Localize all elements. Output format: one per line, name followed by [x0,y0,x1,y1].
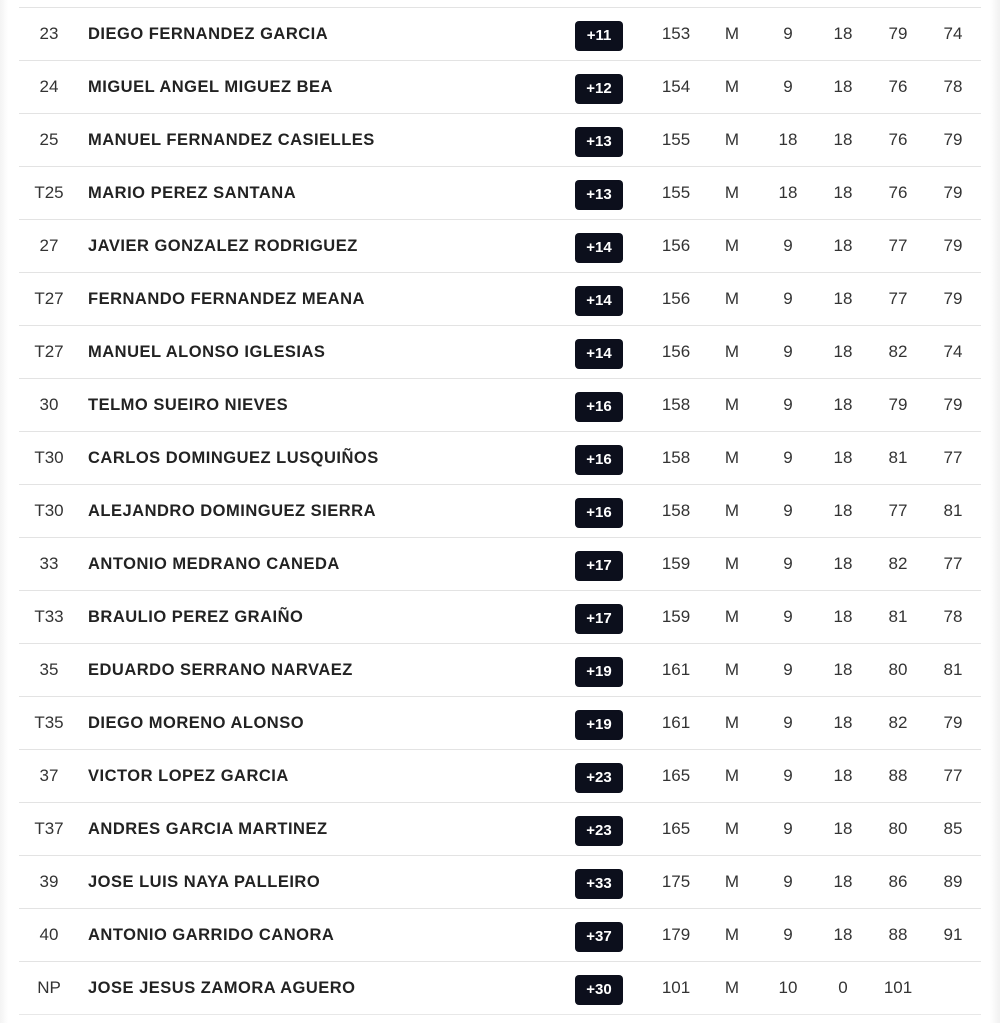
to-par-cell [575,220,623,272]
position-cell: T30 [34,501,64,520]
holes-round-cell: 18 [833,130,853,149]
leaderboard-row[interactable] [19,273,981,326]
to-par-badge: +17 [575,551,623,581]
leaderboard-row[interactable] [19,220,981,273]
position-cell: T25 [34,183,64,202]
to-par-badge: +37 [575,922,623,952]
to-par-cell [575,61,623,113]
to-par-badge: +17 [575,604,623,634]
to-par-cell [575,326,623,378]
to-par-cell [575,644,623,696]
to-par-badge: +11 [575,21,623,51]
player-name[interactable]: MANUEL FERNANDEZ CASIELLES [88,131,375,149]
position-cell: 27 [39,236,59,255]
position-cell: 25 [39,130,59,149]
round-2-score-cell: 81 [943,660,963,679]
to-par-badge: +14 [575,339,623,369]
gender-cell: M [724,77,740,96]
to-par-badge: +30 [575,975,623,1005]
round-1-score-cell: 76 [888,130,908,149]
round-1-score-cell: 79 [888,395,908,414]
leaderboard-row[interactable] [19,856,981,909]
gender-cell: M [724,130,740,149]
round-1-score-cell: 80 [888,660,908,679]
to-par-badge: +23 [575,816,623,846]
total-score-cell: 175 [661,872,691,891]
leaderboard-row[interactable] [19,114,981,167]
holes-round-cell: 18 [833,448,853,467]
leaderboard-row[interactable] [19,803,981,856]
gender-cell: M [724,872,740,891]
to-par-badge: +14 [575,286,623,316]
gender-cell: M [724,342,740,361]
holes-played-cell: 9 [783,925,793,944]
total-score-cell: 153 [661,24,691,43]
player-name[interactable]: ALEJANDRO DOMINGUEZ SIERRA [88,502,377,520]
position-cell: 40 [39,925,59,944]
position-cell: T35 [34,713,64,732]
holes-played-cell: 10 [778,978,798,997]
holes-played-cell: 9 [783,713,793,732]
round-1-score-cell: 82 [888,342,908,361]
gender-cell: M [724,289,740,308]
to-par-badge: +16 [575,498,623,528]
player-name[interactable]: ANTONIO GARRIDO CANORA [88,926,335,944]
gender-cell: M [724,236,740,255]
player-name[interactable]: ANDRES GARCIA MARTINEZ [88,820,328,838]
total-score-cell: 156 [661,289,691,308]
player-name[interactable]: MARIO PEREZ SANTANA [88,184,297,202]
player-name[interactable]: TELMO SUEIRO NIEVES [88,396,289,414]
leaderboard-row[interactable] [19,697,981,750]
total-score-cell: 161 [661,713,691,732]
gender-cell: M [724,448,740,467]
to-par-cell [575,485,623,537]
leaderboard-table [19,7,981,1015]
position-cell: T27 [34,289,64,308]
round-2-score-cell: 74 [943,24,963,43]
holes-round-cell: 18 [833,395,853,414]
to-par-cell [575,856,623,908]
round-2-score-cell: 79 [943,183,963,202]
round-2-score-cell: 79 [943,289,963,308]
holes-round-cell: 18 [833,501,853,520]
to-par-cell [575,432,623,484]
total-score-cell: 156 [661,236,691,255]
round-1-score-cell: 81 [888,607,908,626]
player-name[interactable]: MANUEL ALONSO IGLESIAS [88,343,326,361]
to-par-badge: +16 [575,392,623,422]
round-2-score-cell: 85 [943,819,963,838]
to-par-badge: +19 [575,657,623,687]
gender-cell: M [724,660,740,679]
total-score-cell: 179 [661,925,691,944]
to-par-badge: +13 [575,127,623,157]
round-2-score-cell: 79 [943,236,963,255]
left-shadow-edge [0,0,8,1023]
total-score-cell: 165 [661,819,691,838]
leaderboard-row[interactable] [19,379,981,432]
leaderboard-row[interactable] [19,326,981,379]
gender-cell: M [724,607,740,626]
leaderboard-row[interactable] [19,591,981,644]
gender-cell: M [724,183,740,202]
holes-round-cell: 18 [833,342,853,361]
holes-played-cell: 9 [783,872,793,891]
position-cell: T37 [34,819,64,838]
gender-cell: M [724,713,740,732]
leaderboard-row[interactable] [19,8,981,61]
to-par-cell [575,909,623,961]
holes-played-cell: 9 [783,448,793,467]
holes-round-cell: 18 [833,660,853,679]
round-2-score-cell: 81 [943,501,963,520]
round-2-score-cell: 89 [943,872,963,891]
round-2-score-cell: 79 [943,395,963,414]
position-cell: T33 [34,607,64,626]
to-par-badge: +19 [575,710,623,740]
position-cell: T30 [34,448,64,467]
total-score-cell: 154 [661,77,691,96]
position-cell: 30 [39,395,59,414]
leaderboard-row[interactable] [19,909,981,962]
holes-round-cell: 18 [833,872,853,891]
holes-played-cell: 9 [783,236,793,255]
leaderboard-row[interactable] [19,167,981,220]
gender-cell: M [724,24,740,43]
gender-cell: M [724,819,740,838]
to-par-cell [575,538,623,590]
to-par-cell [575,8,623,60]
holes-round-cell: 18 [833,24,853,43]
leaderboard-row[interactable] [19,432,981,485]
holes-round-cell: 18 [833,925,853,944]
position-cell: 23 [39,24,59,43]
round-2-score-cell: 77 [943,554,963,573]
total-score-cell: 155 [661,130,691,149]
to-par-cell [575,591,623,643]
round-1-score-cell: 82 [888,713,908,732]
position-cell: 24 [39,77,59,96]
round-2-score-cell: 79 [943,713,963,732]
total-score-cell: 159 [661,607,691,626]
holes-round-cell: 18 [833,766,853,785]
position-cell: 33 [39,554,59,573]
holes-played-cell: 9 [783,24,793,43]
holes-played-cell: 9 [783,501,793,520]
leaderboard-row[interactable] [19,538,981,591]
round-2-score-cell: 77 [943,766,963,785]
holes-round-cell: 18 [833,236,853,255]
player-name[interactable]: CARLOS DOMINGUEZ LUSQUIÑOS [88,449,379,467]
holes-round-cell: 18 [833,183,853,202]
holes-round-cell: 18 [833,289,853,308]
player-name[interactable]: BRAULIO PEREZ GRAIÑO [88,608,304,626]
holes-played-cell: 9 [783,660,793,679]
player-name[interactable]: JOSE LUIS NAYA PALLEIRO [88,873,321,891]
round-2-score-cell: 74 [943,342,963,361]
holes-played-cell: 9 [783,766,793,785]
to-par-cell [575,697,623,749]
holes-round-cell: 18 [833,607,853,626]
round-1-score-cell: 88 [888,766,908,785]
round-2-score-cell: 79 [943,130,963,149]
round-1-score-cell: 76 [888,183,908,202]
holes-played-cell: 18 [778,183,798,202]
to-par-cell [575,273,623,325]
holes-played-cell: 9 [783,77,793,96]
round-1-score-cell: 77 [888,501,908,520]
player-name[interactable]: JAVIER GONZALEZ RODRIGUEZ [88,237,358,255]
leaderboard-row[interactable] [19,644,981,697]
player-name[interactable]: EDUARDO SERRANO NARVAEZ [88,661,353,679]
position-cell: NP [37,978,61,997]
to-par-cell [575,379,623,431]
total-score-cell: 159 [661,554,691,573]
round-1-score-cell: 80 [888,819,908,838]
round-1-score-cell: 79 [888,24,908,43]
round-2-score-cell: 78 [943,77,963,96]
to-par-badge: +14 [575,233,623,263]
gender-cell: M [724,554,740,573]
round-1-score-cell: 82 [888,554,908,573]
to-par-cell [575,962,623,1014]
gender-cell: M [724,925,740,944]
gender-cell: M [724,978,740,997]
to-par-cell [575,114,623,166]
holes-played-cell: 18 [778,130,798,149]
round-1-score-cell: 81 [888,448,908,467]
to-par-badge: +13 [575,180,623,210]
position-cell: T27 [34,342,64,361]
player-name[interactable]: JOSE JESUS ZAMORA AGUERO [88,979,356,997]
player-name[interactable]: MIGUEL ANGEL MIGUEZ BEA [88,78,333,96]
holes-round-cell: 18 [833,554,853,573]
round-1-score-cell: 77 [888,289,908,308]
round-2-score-cell: 77 [943,448,963,467]
player-name[interactable]: ANTONIO MEDRANO CANEDA [88,555,340,573]
holes-round-cell: 18 [833,819,853,838]
player-name[interactable]: DIEGO MORENO ALONSO [88,714,305,732]
round-1-score-cell: 76 [888,77,908,96]
round-1-score-cell: 101 [883,978,913,997]
holes-round-cell: 0 [838,978,848,997]
round-2-score-cell: 91 [943,925,963,944]
holes-played-cell: 9 [783,554,793,573]
player-name[interactable]: VICTOR LOPEZ GARCIA [88,767,289,785]
round-2-score-cell: 78 [943,607,963,626]
to-par-cell [575,750,623,802]
to-par-cell [575,803,623,855]
total-score-cell: 101 [661,978,691,997]
total-score-cell: 161 [661,660,691,679]
holes-played-cell: 9 [783,395,793,414]
right-shadow-edge [990,0,1000,1023]
to-par-badge: +33 [575,869,623,899]
gender-cell: M [724,395,740,414]
total-score-cell: 158 [661,448,691,467]
leaderboard-row[interactable] [19,61,981,114]
holes-round-cell: 18 [833,713,853,732]
holes-played-cell: 9 [783,819,793,838]
player-name[interactable]: DIEGO FERNANDEZ GARCIA [88,25,329,43]
holes-round-cell: 18 [833,77,853,96]
position-cell: 35 [39,660,59,679]
total-score-cell: 158 [661,395,691,414]
leaderboard-row[interactable] [19,750,981,803]
holes-played-cell: 9 [783,289,793,308]
position-cell: 39 [39,872,59,891]
gender-cell: M [724,501,740,520]
to-par-badge: +12 [575,74,623,104]
round-1-score-cell: 86 [888,872,908,891]
to-par-badge: +23 [575,763,623,793]
leaderboard-row[interactable] [19,485,981,538]
total-score-cell: 165 [661,766,691,785]
total-score-cell: 155 [661,183,691,202]
round-1-score-cell: 88 [888,925,908,944]
round-2-score-cell [932,962,974,1014]
holes-played-cell: 9 [783,342,793,361]
gender-cell: M [724,766,740,785]
round-1-score-cell: 77 [888,236,908,255]
to-par-cell [575,167,623,219]
total-score-cell: 158 [661,501,691,520]
position-cell: 37 [39,766,59,785]
player-name[interactable]: FERNANDO FERNANDEZ MEANA [88,290,365,308]
holes-played-cell: 9 [783,607,793,626]
total-score-cell: 156 [661,342,691,361]
leaderboard-row[interactable] [19,962,981,1015]
to-par-badge: +16 [575,445,623,475]
